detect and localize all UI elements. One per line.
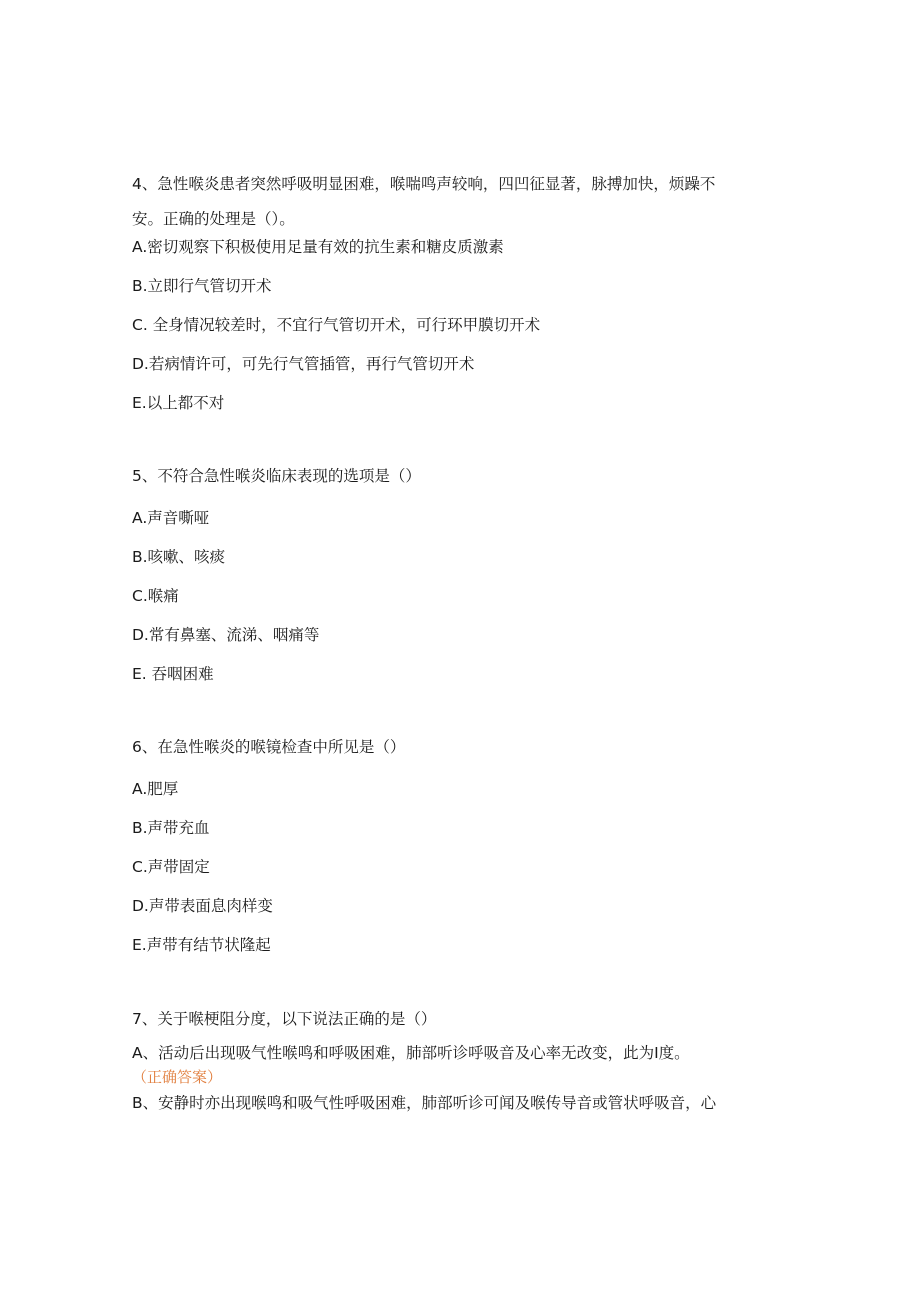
question-7-stem: 7、关于喉梗阻分度，以下说法正确的是（） xyxy=(132,1010,437,1028)
question-6-option-a: A.肥厚 xyxy=(132,780,179,798)
question-6-option-e: E.声带有结节状隆起 xyxy=(132,936,271,954)
question-7-option-a: A、活动后出现吸气性喉鸣和呼吸困难，肺部听诊呼吸音及心率无改变，此为Ⅰ度。 xyxy=(132,1044,690,1062)
question-7-option-b: B、安静时亦出现喉鸣和吸气性呼吸困难，肺部听诊可闻及喉传导音或管状呼吸音，心 xyxy=(132,1094,717,1112)
question-6-option-b: B.声带充血 xyxy=(132,819,210,837)
question-4-stem-line2: 安。正确的处理是（）。 xyxy=(132,210,295,228)
question-6-stem: 6、在急性喉炎的喉镜检查中所见是（） xyxy=(132,738,406,756)
question-4-stem-line1: 4、急性喉炎患者突然呼吸明显困难，喉喘鸣声较响，四凹征显著，脉搏加快，烦躁不 xyxy=(132,175,716,193)
question-4-option-a: A.密切观察下积极使用足量有效的抗生素和糖皮质激素 xyxy=(132,238,504,256)
question-4-option-c: C. 全身情况较差时，不宜行气管切开术，可行环甲膜切开术 xyxy=(132,316,541,334)
question-6-option-d: D.声带表面息肉样变 xyxy=(132,897,273,915)
question-5-option-e: E. 吞咽困难 xyxy=(132,665,214,683)
question-5-option-d: D.常有鼻塞、流涕、咽痛等 xyxy=(132,626,320,644)
question-5-option-a: A.声音嘶哑 xyxy=(132,509,210,527)
question-5-stem: 5、不符合急性喉炎临床表现的选项是（） xyxy=(132,467,421,485)
correct-answer-tag: （正确答案） xyxy=(132,1068,223,1086)
question-4-option-e: E.以上都不对 xyxy=(132,394,225,412)
question-5-option-c: C.喉痛 xyxy=(132,587,179,605)
question-4-option-d: D.若病情许可，可先行气管插管，再行气管切开术 xyxy=(132,355,475,373)
question-5-option-b: B.咳嗽、咳痰 xyxy=(132,548,226,566)
question-4-option-b: B.立即行气管切开术 xyxy=(132,277,272,295)
question-6-option-c: C.声带固定 xyxy=(132,858,210,876)
